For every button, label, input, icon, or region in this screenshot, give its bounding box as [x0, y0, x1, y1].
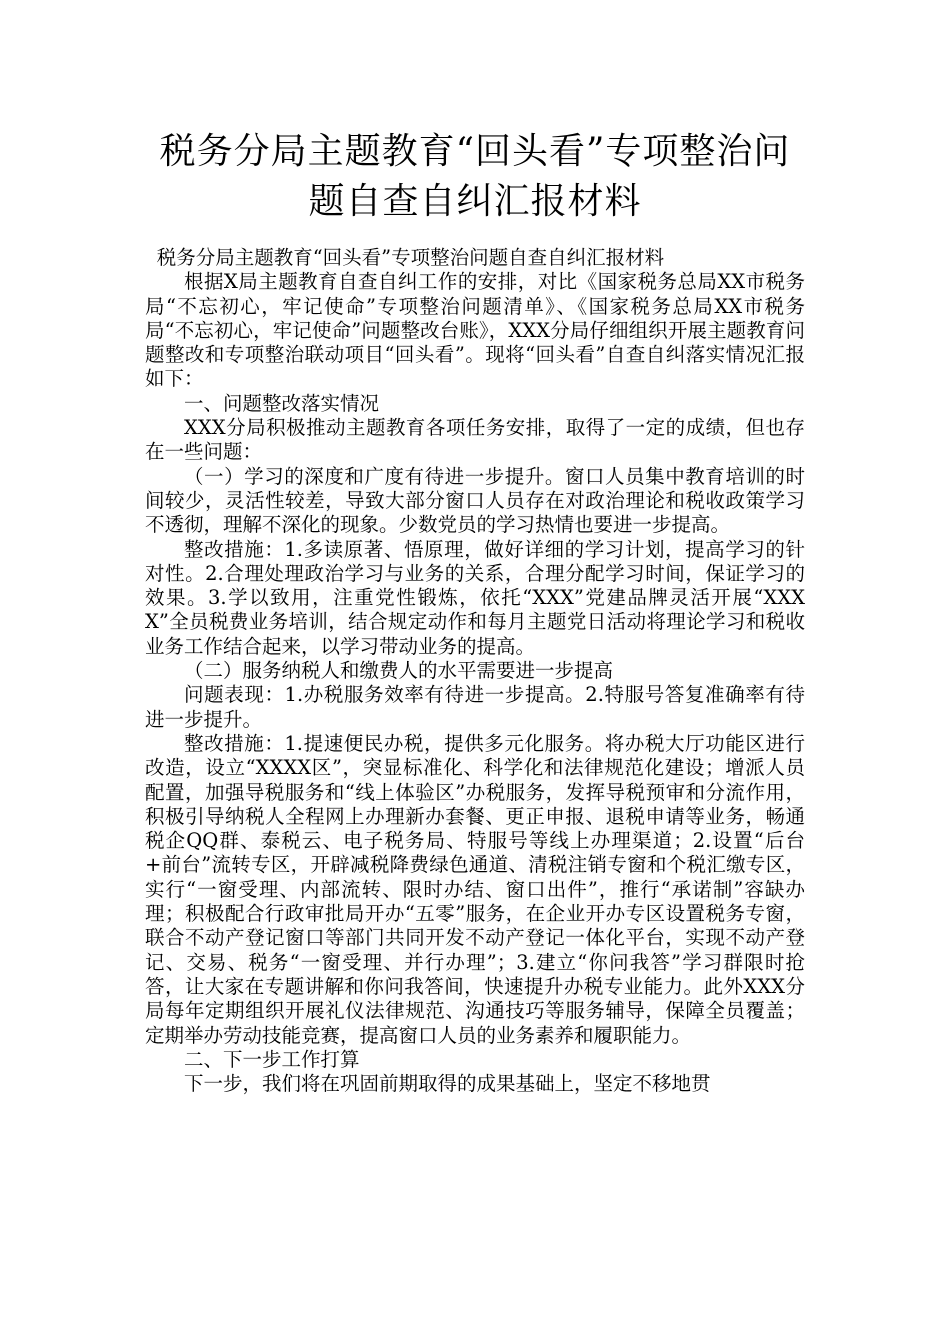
- document-title-line-1: 税务分局主题教育“回头看”专项整治问: [159, 131, 791, 172]
- body-paragraph: 整改措施：1.提速便民办税，提供多元化服务。将办税大厅功能区进行改造，设立“XXXX区”，突显标准化、科学化和法律规范化建设；增派人员配置，加强导税服务和“线上体验区”办税服务，发挥导税预审和分流作用，积极引导纳税人全程网上办理新办套餐、更正申报、退税申请等业务，畅通税企QQ群、泰税云、电子税务局、特服号等线上办理渠道；2.设置“后台+前台”流转专区，开辟减税降费绿色通道、清税注销专窗和个税汇缴专区，实行“一窗受理、内部流转、限时办结、窗口出件”，推行“承诺制”容缺办理；积极配合行政审批局开办“五零”服务，在企业开办专区设置税务专窗，联合不动产登记窗口等部门共同开发不动产登记一体化平台，实现不动产登记、交易、税务“一窗受理、并行办理”；3.建立“你问我答”学习群限时抢答，让大家在专题讲解和你问我答间，快速提升办税专业能力。此外XXX分局每年定期组织开展礼仪法律规范、沟通技巧等服务辅导，保障全员覆盖；定期举办劳动技能竞赛，提高窗口人员的业务素养和履职能力。: [145, 731, 805, 1047]
- document-body: [145, 246, 805, 1096]
- body-paragraph: 问题表现：1.办税服务效率有待进一步提高。2.特服号答复准确率有待进一步提升。: [145, 683, 805, 731]
- section-heading-2: 二、下一步工作打算: [184, 1047, 360, 1071]
- body-paragraph: 整改措施：1.多读原著、悟原理，做好详细的学习计划，提高学习的针对性。2.合理处理政治学习与业务的关系，合理分配学习时间，保证学习的效果。3.学以致用，注重党性锻炼，依托“XXX”党建品牌灵活开展“XXXX”全员税费业务培训，结合规定动作和每月主题党日活动将理论学习和税收业务工作结合起来，以学习带动业务的提高。: [145, 537, 805, 658]
- intro-paragraph: 根据X局主题教育自查自纠工作的安排，对比《国家税务总局XX市税务局“不忘初心，牢记使命”专项整治问题清单》、《国家税务总局XX市税务局“不忘初心，牢记使命”问题整改台账》，XXX分局仔细组织开展主题教育问题整改和专项整治联动项目“回头看”。现将“回头看”自查自纠落实情况汇报如下：: [145, 270, 805, 391]
- section-heading-1: 一、问题整改落实情况: [184, 391, 380, 415]
- document-subtitle: 税务分局主题教育“回头看”专项整治问题自查自纠汇报材料: [156, 246, 665, 269]
- subsection-heading-2: （二）服务纳税人和缴费人的水平需要进一步提高: [184, 659, 614, 683]
- document-title-line-2: 题自查自纠汇报材料: [308, 181, 642, 222]
- body-paragraph: （一）学习的深度和广度有待进一步提升。窗口人员集中教育培训的时间较少，灵活性较差，导致大部分窗口人员存在对政治理论和税收政策学习不透彻，理解不深化的现象。少数党员的学习热情也要进一步提高。: [145, 464, 805, 537]
- body-paragraph: XXX分局积极推动主题教育各项任务安排，取得了一定的成绩，但也存在一些问题：: [145, 416, 805, 464]
- body-paragraph: 下一步，我们将在巩固前期取得的成果基础上，坚定不移地贯: [184, 1072, 711, 1096]
